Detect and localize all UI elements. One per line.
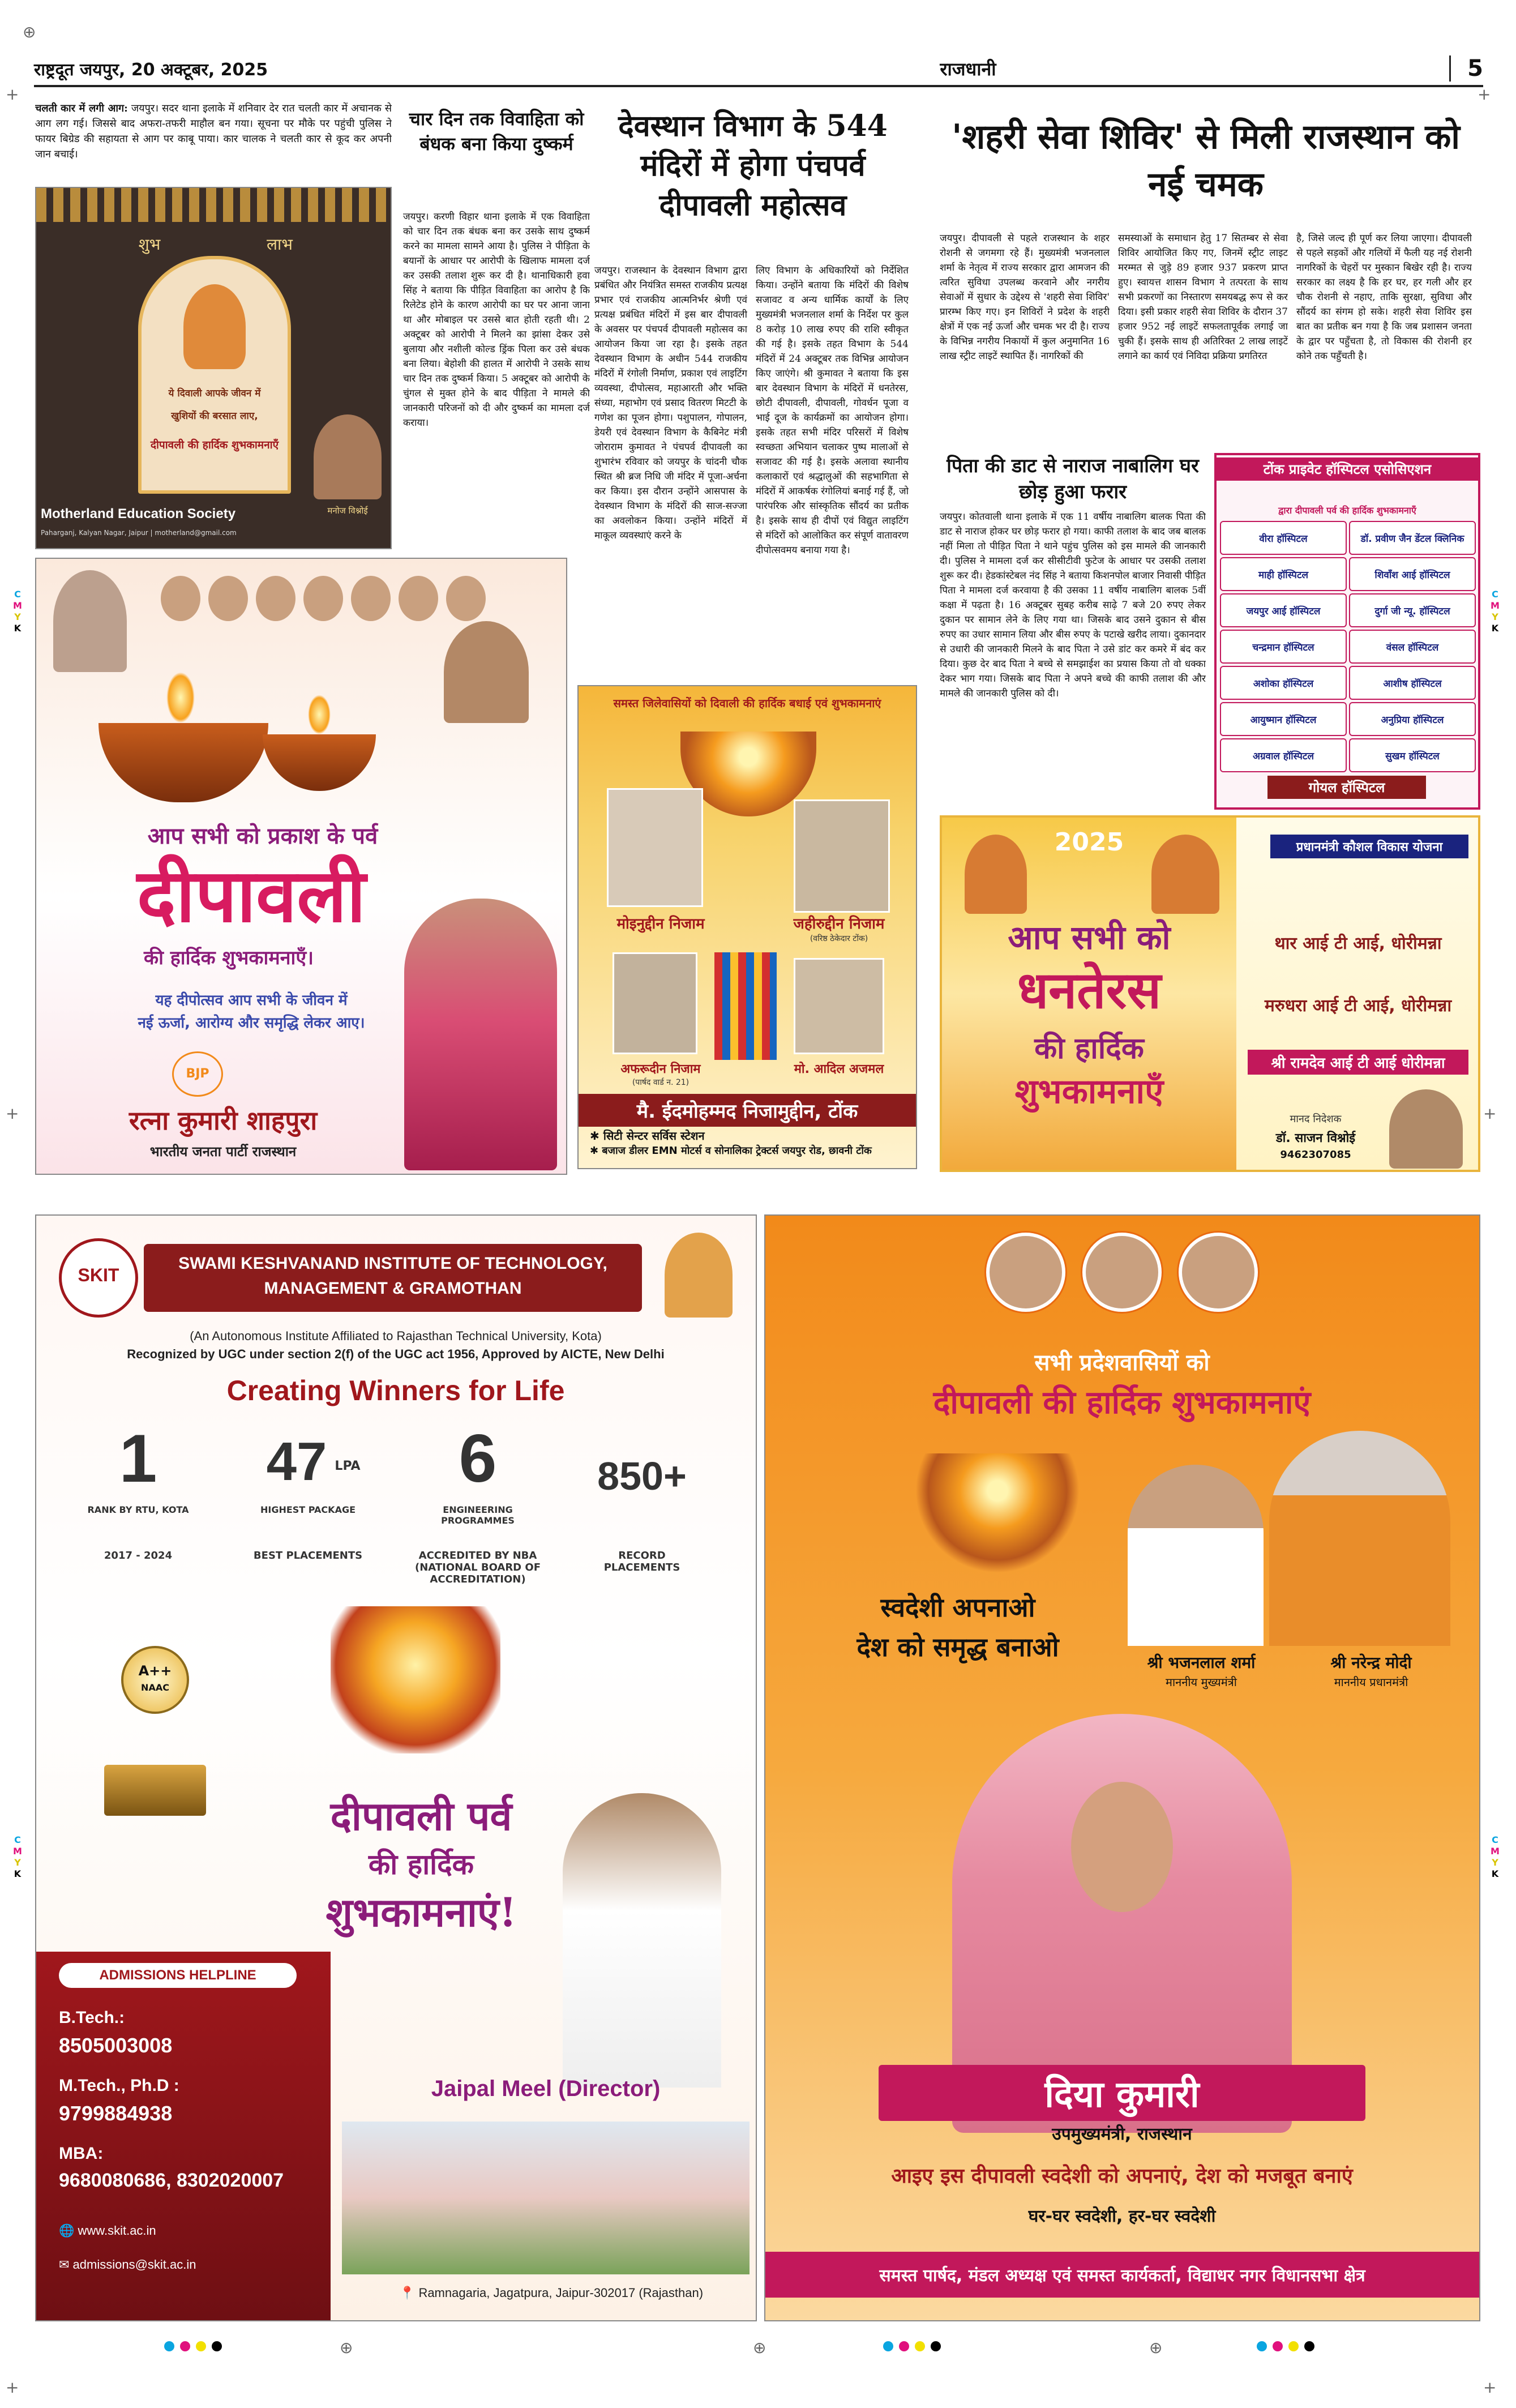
person-name: मनोज विश्नोई bbox=[327, 506, 368, 516]
director-photo bbox=[1389, 1089, 1463, 1169]
diya-image bbox=[331, 1606, 500, 1753]
helpline-button[interactable]: ADMISSIONS HELPLINE bbox=[59, 1963, 297, 1988]
story-shivir-col1: जयपुर। दीपावली से पहले राजस्थान के शहर रोशनी से जगमगा रहे हैं। मुख्यमंत्री भजनलाल शर्मा के नेतृत्व में राज्य सरकार द्वारा आमजन की त्वरित सुविधा उपलब्ध करवाने और नगरीय सेवाओं में सुधार के उद्देश्य से 'शहरी सेवा शिविर' प्रारम्भ किए गए। इन शिविरों ने प्रदेश के शहरी क्षेत्रों में एक नई ऊर्जा और चमक भर दी है। राज्य के विभिन्न नगरीय निकायों में कुल अनुमानित 16 लाख स्ट्रीट लाइटें स्थापित हैं। नागरिकों की bbox=[940, 233, 1110, 362]
hospital-item: चन्द्रमान हॉस्पिटल bbox=[1220, 630, 1347, 664]
person-photo bbox=[314, 414, 382, 499]
skit-affil1: (An Autonomous Institute Affiliated to Rajasthan Technical University, Kota) bbox=[190, 1329, 602, 1343]
iti2: मरुधरा आई टी आई, धोरीमन्ना bbox=[1264, 996, 1452, 1016]
director-name: डॉ. साजन विश्नोई bbox=[1275, 1131, 1356, 1145]
photo-afruddin bbox=[613, 952, 697, 1054]
ad-tonk bbox=[577, 685, 917, 1169]
hospital-sub: द्वारा दीपावली पर्व की हार्दिक शुभकामनाएँ bbox=[1278, 505, 1416, 516]
ad-skit bbox=[35, 1214, 757, 2321]
color-dots bbox=[1257, 2341, 1314, 2351]
skit-tagline: Creating Winners for Life bbox=[226, 1375, 565, 1406]
diya-slogan1: स्वदेशी अपनाओ bbox=[880, 1592, 1035, 1623]
diya-slogan2: देश को समृद्ध बनाओ bbox=[857, 1632, 1059, 1662]
diya-line1: सभी प्रदेशवासियों को bbox=[1034, 1350, 1210, 1376]
crosshair-icon: + bbox=[6, 2378, 19, 2397]
director-phone: 9462307085 bbox=[1280, 1149, 1351, 1161]
hospital-item: जयपुर आई हॉस्पिटल bbox=[1220, 593, 1347, 627]
naac-trophy bbox=[70, 1623, 240, 1850]
motherland-line2: खुशियों की बरसात लाए, bbox=[171, 410, 258, 422]
ratna-name: रत्ना कुमारी शाहपुरा bbox=[129, 1105, 318, 1136]
dhanteras-year: 2025 bbox=[1054, 828, 1124, 857]
skit-name2: MANAGEMENT & GRAMOTHAN bbox=[264, 1279, 522, 1298]
masthead bbox=[34, 52, 1483, 87]
mba-label: MBA: bbox=[59, 2144, 104, 2163]
labh-text: लाभ bbox=[267, 235, 293, 254]
mba-phone: 9680080686, 8302020007 bbox=[59, 2170, 284, 2191]
cm-photo bbox=[1128, 1465, 1264, 1646]
mtech-phone: 9799884938 bbox=[59, 2102, 173, 2125]
skit-name1: SWAMI KESHVANAND INSTITUTE OF TECHNOLOGY, bbox=[178, 1254, 607, 1273]
pm-name: श्री नरेन्द्र मोदी bbox=[1330, 1653, 1412, 1672]
color-bar-left-lower: C M Y K bbox=[13, 1834, 22, 1879]
skit-website[interactable]: 🌐 www.skit.ac.in bbox=[59, 2223, 156, 2238]
ratna-photo bbox=[404, 899, 557, 1170]
stat-package: 47 bbox=[266, 1431, 327, 1492]
dhanteras-line2: की हार्दिक bbox=[1034, 1032, 1144, 1066]
hospital-item: शिवाँश आई हॉस्पिटल bbox=[1349, 557, 1476, 591]
ratna-party: भारतीय जनता पार्टी राजस्थान bbox=[149, 1144, 297, 1160]
leader-row bbox=[986, 1233, 1258, 1318]
pm-photo bbox=[1269, 1431, 1450, 1646]
photo-moinuddin bbox=[607, 788, 703, 907]
lakshmi-image bbox=[183, 284, 246, 369]
stat-package-label: HIGHEST PACKAGE bbox=[260, 1504, 356, 1515]
ad-ratna bbox=[35, 558, 567, 1175]
brief-car-fire bbox=[35, 101, 392, 180]
crosshair-icon: ⊕ bbox=[23, 23, 36, 41]
iti3: श्री रामदेव आई टी आई धोरीमन्ना bbox=[1248, 1050, 1468, 1075]
campus-image bbox=[342, 2122, 750, 2274]
ratna-line2: की हार्दिक शुभकामनाएँ। bbox=[143, 947, 314, 969]
story-devsthan-headline: देवस्थान विभाग के 544 मंदिरों में होगा पंचपर्व दीपावली महोत्सव bbox=[618, 109, 888, 223]
page-number: 5 bbox=[1449, 55, 1483, 82]
cm-photo bbox=[444, 621, 529, 723]
afruddin-title: (पार्षद वार्ड न. 21) bbox=[632, 1078, 690, 1087]
shubh-text: शुभ bbox=[138, 235, 161, 254]
stat-placements-sub: RECORD PLACEMENTS bbox=[603, 1550, 680, 1573]
skit-email[interactable]: ✉ admissions@skit.ac.in bbox=[59, 2257, 196, 2272]
diya-name: दिया कुमारी bbox=[879, 2065, 1365, 2121]
crosshair-icon: ⊕ bbox=[1149, 2338, 1163, 2357]
ratna-diwali: दीपावली bbox=[136, 852, 366, 939]
diya-image bbox=[907, 1453, 1088, 1578]
crosshair-icon: ⊕ bbox=[340, 2338, 353, 2357]
hospital-item: वंसल हॉस्पिटल bbox=[1349, 630, 1476, 664]
diya-slogan3: घर-घर स्वदेशी, हर-घर स्वदेशी bbox=[1028, 2206, 1216, 2226]
ganesh-image bbox=[965, 835, 1027, 914]
stat-package-sub: BEST PLACEMENTS bbox=[253, 1550, 363, 1562]
hospital-item: सुखम हॉस्पिटल bbox=[1349, 738, 1476, 772]
photo-zahiruddin bbox=[794, 799, 890, 913]
hospital-item: डॉ. प्रवीण जैन डेंटल क्लिनिक bbox=[1349, 521, 1476, 555]
tonk-greeting: समस्त जिलेवासियों को दिवाली की हार्दिक बधाई एवं शुभकामनाएं bbox=[613, 696, 881, 710]
stat-package-unit: LPA bbox=[335, 1459, 361, 1473]
leader-row bbox=[161, 576, 489, 621]
crosshair-icon: + bbox=[1478, 85, 1491, 104]
firm-name: मै. ईदमोहम्मद निजामुद्दीन, टोंक bbox=[579, 1094, 916, 1127]
section-title: राजधानी bbox=[940, 58, 996, 80]
color-dots bbox=[164, 2341, 222, 2351]
dhanteras-line1: आप सभी को bbox=[1008, 918, 1171, 957]
story-devsthan-col1: जयपुर। राजस्थान के देवस्थान विभाग द्वारा प्रबंधित और नियंत्रित समस्त राजकीय प्रत्यक्ष प्रभार एवं राजकीय आत्मनिर्भर श्रेणी एवं प्रत्यक्ष प्रबंधित मंदिरों में इस बार दीपावली के अवसर पर पंचपर्व दीपावली महोत्सव का आयोजन किया जा रहा है। इसके तहत देवस्थान विभाग के अधीन 544 राजकीय मंदिरों में रंगोली निर्माण, प्रकाश एवं लाइटिंग व्यवस्था, दीपोत्सव, महाआरती और भक्ति संध्या, महाभोग एवं प्रसाद वितरण मिटटी के गणेश का पूजन होगा। पशुपालन, गोपालन, डेयरी एवं देवस्थान विभाग के कैबिनेट मंत्री जोराराम कुमावत ने पंचपर्व दीपावली का शुभारंभ रविवार को जयपुर के चांदनी चौक स्थित श्री ब्रज निधि जी मंदिर में पूजा-अर्चना कर किया। इस दौरान उन्होंने आसपास के देवस्थान विभाग के मंदिरों की साज-सज्जा का अवलोकन किया। उन्होंने मंदिरों में माकूल व्यवस्थाएं करने के bbox=[594, 265, 747, 541]
story-naraz-body: जयपुर। कोतवाली थाना इलाके में एक 11 वर्षीय नाबालिग बालक पिता की डाट से नाराज होकर घर छोड़ फरार हो गया। काफी तलाश के बाद जब बालक नहीं मिला तो पीड़ित पिता ने थाने पहुंच पुलिस को इस मामले की जानकारी दी। पुलिस ने मामला दर्ज कर सीसीटीवी फुटेज के आधार पर उसकी तलाश शुरू कर दी। हेडकांस्टेबल नंद सिंह ने बताया किशनपोल बाजार निवासी पीड़ित पिता ने मामला दर्ज करवाया है की उसका 11 वर्षीय नाबालिग बालक 5वीं कक्षा में पढ़ता है। 16 अक्टूबर सुबह करीब साढ़े 7 बजे 20 रुपए लेकर दुकान पर सामान लेने के लिए गया था। जिसके बाद उसने दुकान से बीस रुपए का उधार सामान लिया और बीस रुपए के पटाखे खरीद लाया। दुकानदार से उधारी की जानकारी मिलने के बाद पिता ने उसे डांट कर कमरे में बंद कर दिया। कुछ देर बाद पिता ने बच्चे से समझाईश का प्रयास किया तो वो धक्का देकर भाग गया। जिसके बाद पिता ने अपने बच्चे की काफी तलाश की और मामले की जानकारी पुलिस को दी। bbox=[940, 511, 1206, 699]
iti1: थार आई टी आई, धोरीमन्ना bbox=[1274, 934, 1442, 953]
firecracker-image bbox=[714, 952, 777, 1060]
stat-rank-label: RANK BY RTU, KOTA bbox=[87, 1504, 189, 1515]
crosshair-icon: + bbox=[6, 1104, 19, 1123]
bjp-logo: BJP bbox=[172, 1051, 223, 1097]
skit-hindi2: की हार्दिक bbox=[368, 1848, 474, 1881]
mtech-label: M.Tech., Ph.D : bbox=[59, 2076, 179, 2095]
story-shivir-col2: समस्याओं के समाधान हेतु 17 सितम्बर से सेवा शिविर आयोजित किए गए, जिनमें स्ट्रीट लाइट मरम्मत से जुड़े 89 हजार 937 प्रकरण प्राप्त हुए। स्वायत्त शासन विभाग ने तत्परता के साथ सभी प्रकरणों का निस्तारण समयबद्ध रूप से कर दिया। इसी प्रकार शहरी सेवा शिविर के दौरान 37 हजार 952 नई लाइटें सफलतापूर्वक लगाई जा चुकी हैं। इसके साथ ही अतिरिक्त 2 लाख लाइटें लगाने का कार्य एवं निविदा प्रक्रिया प्रगतिरत bbox=[1118, 233, 1288, 362]
motherland-line3: दीपावली की हार्दिक शुभकामनाएँ bbox=[150, 439, 279, 451]
stat-placements: 850+ bbox=[597, 1454, 687, 1498]
stat-rank-sub: 2017 - 2024 bbox=[104, 1550, 173, 1562]
btech-phone: 8505003008 bbox=[59, 2034, 173, 2057]
hospital-item: आशीष हॉस्पिटल bbox=[1349, 666, 1476, 700]
brief-car-text: जयपुर। सदर थाना इलाके में शनिवार देर रात चलती कार में अचानक से आग लग गई। जिससे बाद अफरा-तफरी माहौल बन गया। सूचना पर मौके पर पहुंची पुलिस ने फायर बिग्रेड की सहायता से आग पर काबू पाया। कार चालक ने चलती कार से कूद कर अपनी जान बचाई। bbox=[35, 102, 392, 160]
hospital-item: वीरा हॉस्पिटल bbox=[1220, 521, 1347, 555]
crosshair-icon: ⊕ bbox=[753, 2338, 766, 2357]
diya-line2: दीपावली की हार्दिक शुभकामनाएं bbox=[933, 1384, 1311, 1421]
crosshair-icon: + bbox=[1483, 1104, 1497, 1123]
ratna-line1: आप सभी को प्रकाश के पर्व bbox=[147, 823, 378, 849]
pmkvy-title: प्रधानमंत्री कौशल विकास योजना bbox=[1270, 835, 1468, 858]
founder-photo bbox=[665, 1233, 733, 1318]
hospital-list bbox=[1220, 521, 1476, 770]
society-name: Motherland Education Society bbox=[41, 506, 236, 521]
btech-label: B.Tech.: bbox=[59, 2008, 125, 2027]
name-zahiruddin: जहीरुद्दीन निजाम bbox=[793, 916, 885, 933]
ad-diya-kumari bbox=[764, 1214, 1480, 2321]
color-bar-right: C M Y K bbox=[1491, 589, 1500, 634]
story-dowry-body: जयपुर। करणी विहार थाना इलाके में एक विवाहिता को चार दिन तक बंधक बना कर उसके साथ दुष्कर्म करने का मामला सामने आया है। पुलिस ने पीड़िता के बयानों के आधार पर आरोपी के खिलाफ मामला दर्ज कर उसकी तलाश शुरू कर दी है। थानाधिकारी हवा सिंह ने बताया कि पीड़ित विवाहिता का आरोप है कि रिलेटेड होने के कारण आरोपी का घर पर आना जाना था और मोबाइल पर उससे बात होती रहती थी। 2 अक्टूबर को आरोपी ने मिलने का झांसा देकर उसे बुलाया और नशीली कोल्ड ड्रिंक पिला कर उसे बंधक बना लिया। बेहोशी की हालत में आरोपी ने उसके साथ चार दिन तक दुष्कर्म किया। 5 अक्टूबर को आरोपी के चुंगल से मुक्त होने के बाद पीड़िता ने मामले की जानकारी परिजनों को दी और दुष्कर्म का मामला दर्ज कराया। bbox=[403, 211, 590, 429]
stat-programmes: 6 bbox=[459, 1421, 497, 1496]
skit-director: Jaipal Meel (Director) bbox=[431, 2076, 661, 2101]
stat-programmes-label: ENGINEERING PROGRAMMES bbox=[441, 1504, 515, 1526]
crosshair-icon: + bbox=[6, 85, 19, 104]
diya-footer: समस्त पार्षद, मंडल अध्यक्ष एवं समस्त कार्यकर्ता, विद्याधर नगर विधानसभा क्षेत्र bbox=[765, 2252, 1479, 2298]
skit-address: 📍 Ramnagaria, Jagatpura, Jaipur-302017 (Rajasthan) bbox=[399, 2286, 704, 2300]
brief-car-title: चलती कार में लगी आग: bbox=[35, 102, 128, 114]
stat-programmes-sub: ACCREDITED BY NBA (NATIONAL BOARD OF ACCREDITATION) bbox=[415, 1550, 541, 1585]
story-shivir-headline: 'शहरी सेवा शिविर' से मिली राजस्थान को नई चमक bbox=[952, 117, 1460, 204]
naac-grade: A++ bbox=[138, 1663, 172, 1679]
ratna-line4: नई ऊर्जा, आरोग्य और समृद्धि लेकर आए। bbox=[138, 1015, 365, 1032]
ad-motherland bbox=[35, 187, 392, 549]
skit-affil2: Recognized by UGC under section 2(f) of the UGC act 1956, Approved by AICTE, New Delhi bbox=[127, 1347, 665, 1361]
skit-hindi3: शुभकामनाएं! bbox=[326, 1889, 517, 1936]
ratna-line3: यह दीपोत्सव आप सभी के जीवन में bbox=[155, 992, 348, 1009]
name-afruddin: अफरूदीन निजाम bbox=[620, 1062, 701, 1076]
dhanteras-line3: शुभकामनाएँ bbox=[1014, 1072, 1164, 1111]
society-address: Paharganj, Kalyan Nagar, Jaipur | motherland@gmail.com bbox=[41, 529, 237, 537]
hospital-item: माही हॉस्पिटल bbox=[1220, 557, 1347, 591]
name-moinuddin: मोइनुद्दीन निजाम bbox=[616, 916, 705, 933]
hospital-item: अनुप्रिया हॉस्पिटल bbox=[1349, 702, 1476, 736]
cm-name: श्री भजनलाल शर्मा bbox=[1147, 1653, 1256, 1672]
director-photo bbox=[563, 1793, 721, 2088]
lakshmi-image bbox=[1151, 835, 1219, 914]
hospital-title: टोंक प्राइवेट हॉस्पिटल एसोसिएशन bbox=[1217, 457, 1478, 481]
crosshair-icon: + bbox=[1483, 2378, 1497, 2397]
dateline: राष्ट्रदूत जयपुर, 20 अक्टूबर, 2025 bbox=[34, 59, 268, 80]
hospital-item: आयुष्मान हॉस्पिटल bbox=[1220, 702, 1347, 736]
hospital-footer: गोयल हॉस्पिटल bbox=[1267, 776, 1426, 799]
color-bar-left: C M Y K bbox=[13, 589, 22, 634]
hospital-item: अग्रवाल हॉस्पिटल bbox=[1220, 738, 1347, 772]
story-dowry-headline: चार दिन तक विवाहिता को बंधक बना किया दुष्कर्म bbox=[409, 108, 584, 155]
story-devsthan-col2: लिए विभाग के अधिकारियों को निर्देशित किया। उन्होंने बताया कि मंदिरों की विशेष सजावट व अन्य धार्मिक कार्यों के लिए मुख्यमंत्री भजनलाल शर्मा के निर्देश पर कुल 8 करोड़ 10 लाख रुपए की राशि स्वीकृत की गई है। इसके तहत विभाग के 544 मंदिरों में 24 अक्टूबर तक विभिन्न आयोजन किए जाएंगे। श्री कुमावत ने बताया कि इस बार देवस्थान विभाग के मंदिरों में धनतेरस, छोटी दीपावली, दीपावली, गोवर्धन पूजा व भाई दूज के कार्यक्रमों का आयोजन होगा। इसके तहत सभी मंदिर परिसरों में विशेष स्वच्छता अभियान चलाकर पुष्प मालाओं से सजावट की गई है। इसके अलावा स्थानीय कलाकारों एवं श्रद्धालुओं की सहभागिता से मंदिरों में आकर्षक रंगोलियां बनाई गई हैं, जो पारंपरिक और सांस्कृतिक सौंदर्य का प्रतीक है। इसके साथ ही दीपों एवं विद्युत लाइटिंग से मंदिरों को आलोकित कर संपूर्ण वातावरण दीपोत्सवमय बनाया गया है। bbox=[756, 265, 909, 556]
pm-title: माननीय प्रधानमंत्री bbox=[1334, 1675, 1408, 1689]
skit-hindi1: दीपावली पर्व bbox=[330, 1793, 512, 1840]
diya-title: उपमुख्यमंत्री, राजस्थान bbox=[1052, 2124, 1192, 2144]
firm-branch2: ✱ बजाज डीलर EMN मोटर्स व सोनालिका ट्रेक्टर्स जयपुर रोड, छावनी टोंक bbox=[590, 1145, 872, 1157]
naac-label: NAAC bbox=[141, 1682, 169, 1693]
marigold-garland bbox=[36, 188, 391, 222]
zahiruddin-title: (वरिष्ठ ठेकेदार टोंक) bbox=[810, 934, 868, 943]
diya-appeal: आइए इस दीपावली स्वदेशी को अपनाएं, देश को मजबूत बनाएं bbox=[891, 2165, 1353, 2188]
hospital-item: दुर्गा जी न्यू. हॉस्पिटल bbox=[1349, 593, 1476, 627]
story-naraz-headline: पिता की डाट से नाराज नाबालिग घर छोड़ हुआ फरार bbox=[947, 455, 1199, 503]
ad-dhanteras bbox=[940, 815, 1480, 1172]
ad-hospital bbox=[1214, 453, 1480, 810]
diya-group bbox=[99, 672, 404, 814]
dhanteras-big: धनतेरस bbox=[1017, 960, 1162, 1020]
firm-branch1: ✱ सिटी सेन्टर सर्विस स्टेशन bbox=[590, 1129, 705, 1143]
photo-adil bbox=[794, 958, 884, 1054]
story-shivir-col3: है, जिसे जल्द ही पूर्ण कर लिया जाएगा। दीपावली से पहले सड़कों और गलियों में फैली यह नई रोशनी नागरिकों के चेहरों पर मुस्कान बिखेर रही है। राज्य सरकार का लक्ष्य है कि हर घर, हर गली और हर चौक रोशनी से नहाए, ताकि सुरक्षा, सुविधा और सौंदर्य का संगम हो सके। शहरी सेवा शिविर इस बात का प्रतीक बन गया है कि जब प्रशासन जनता के द्वार पर पहुँचता है, तो विकास की रोशनी हर कोने तक पहुँचती है। bbox=[1296, 233, 1472, 362]
hospital-item: अशोका हॉस्पिटल bbox=[1220, 666, 1347, 700]
name-adil: मो. आदिल अजमल bbox=[794, 1062, 884, 1076]
motherland-line1: ये दिवाली आपके जीवन में bbox=[168, 388, 261, 399]
stat-rank: 1 bbox=[119, 1421, 157, 1496]
color-bar-right-lower: C M Y K bbox=[1491, 1834, 1500, 1879]
director-label: मानद निदेशक bbox=[1290, 1113, 1342, 1125]
leader-photo bbox=[53, 570, 127, 672]
color-dots bbox=[883, 2341, 941, 2351]
skit-logo: SKIT bbox=[59, 1238, 138, 1318]
cm-title: माननीय मुख्यमंत्री bbox=[1166, 1675, 1237, 1689]
